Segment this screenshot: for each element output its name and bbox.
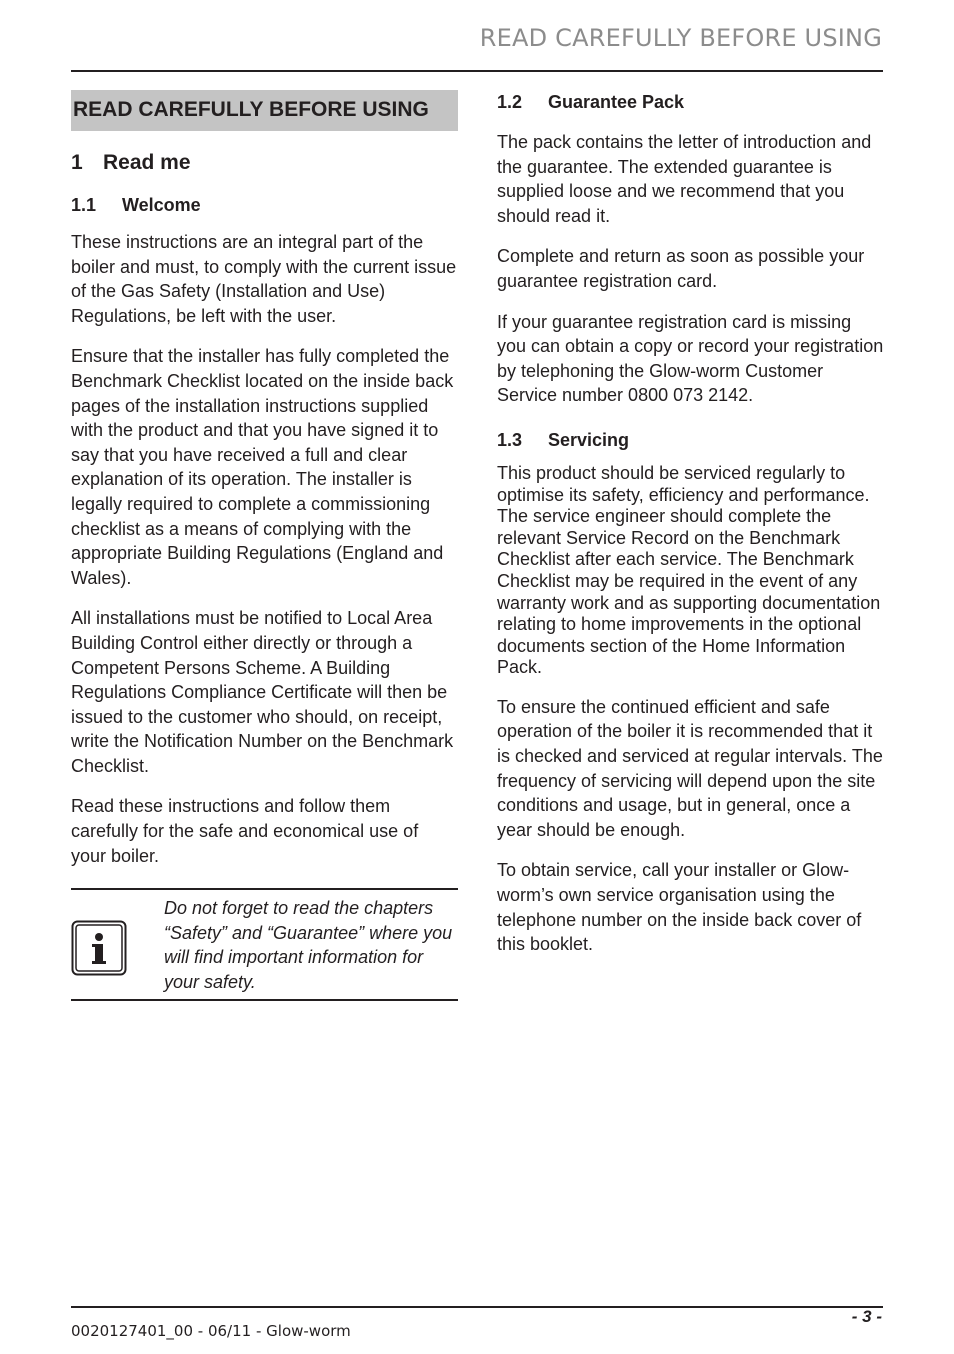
servicing-paragraph: To obtain service, call your installer or Glow-worm’s own service organisation using the telephone number on the inside back cover of this booklet. bbox=[497, 860, 862, 955]
left-column bbox=[71, 90, 458, 1001]
right-column bbox=[497, 92, 885, 973]
section-1-2-heading bbox=[497, 92, 885, 113]
welcome-paragraph: Read these instructions and follow them carefully for the safe and economical use of your boiler. bbox=[71, 796, 419, 866]
welcome-paragraph: Ensure that the installer has fully completed the Benchmark Checklist located on the inside back pages of the installation instructions supplied with the product and that you have signed it to say that you have received a full and clear explanation of its operation. The installer is legally required to complete a commissioning checklist as a means of complying with the appropriate Building Regulations (England and Wales). bbox=[71, 346, 454, 588]
section-1-1-heading bbox=[71, 195, 458, 216]
welcome-paragraph: All installations must be notified to Local Area Building Control either directly or through a Competent Persons Scheme. A Building Regulations Compliance Certificate will then be issued to the customer who should, on receipt, write the Notification Number on the Benchmark Checklist. bbox=[71, 608, 454, 776]
guarantee-paragraph: The pack contains the letter of introduction and the guarantee. The extended guarantee is supplied loose and we recommend that you should read it. bbox=[497, 132, 872, 226]
section-1-3-heading bbox=[497, 430, 885, 451]
section-number: 1.1 bbox=[71, 195, 97, 215]
info-note bbox=[71, 888, 458, 1000]
section-banner: READ CAREFULLY BEFORE USING bbox=[71, 90, 458, 131]
section-number: 1.3 bbox=[497, 429, 523, 450]
section-number: 1.2 bbox=[497, 92, 523, 112]
welcome-paragraph: These instructions are an integral part of the boiler and must, to comply with the current issue of the Gas Safety (Installation and Use) Regulations, be left with the user. bbox=[71, 232, 457, 326]
section-title: Guarantee Pack bbox=[548, 92, 685, 112]
info-icon bbox=[71, 896, 164, 981]
servicing-paragraph: To ensure the continued efficient and safe operation of the boiler it is recommended that it is checked and serviced at regular intervals. The frequency of servicing will depend upon the site conditions and usage, but in general, once a year should be enough. bbox=[497, 696, 883, 840]
section-title: Welcome bbox=[122, 195, 201, 215]
running-header-title: READ CAREFULLY BEFORE USING bbox=[479, 24, 882, 52]
section-title: Read me bbox=[103, 151, 191, 174]
header-divider bbox=[71, 70, 883, 72]
document-reference: 0020127401_00 - 06/11 - Glow-worm bbox=[71, 1322, 351, 1340]
section-1-heading bbox=[71, 151, 458, 175]
guarantee-paragraph: If your guarantee registration card is missing you can obtain a copy or record your registration by telephoning the Glow-worm Customer Service number 0800 073 2142. bbox=[497, 311, 884, 406]
note-text: Do not forget to read the chapters “Safety” and “Guarantee” where you will find important information for your safety. bbox=[164, 898, 453, 993]
footer-divider bbox=[71, 1306, 883, 1308]
section-number: 1 bbox=[71, 151, 83, 174]
page-number: - 3 - bbox=[851, 1307, 882, 1326]
servicing-paragraph: This product should be serviced regularly to optimise its safety, efficiency and performance. The service engineer should complete the relevant Service Record on the Benchmark Checklist after each service. The Benchmark Checklist may be required in the event of any warranty work and as supporting documentation relating to home improvements in the optional documents section of the Home Information Pack. bbox=[497, 462, 881, 678]
section-title: Servicing bbox=[548, 429, 630, 450]
guarantee-paragraph: Complete and return as soon as possible your guarantee registration card. bbox=[497, 246, 865, 291]
